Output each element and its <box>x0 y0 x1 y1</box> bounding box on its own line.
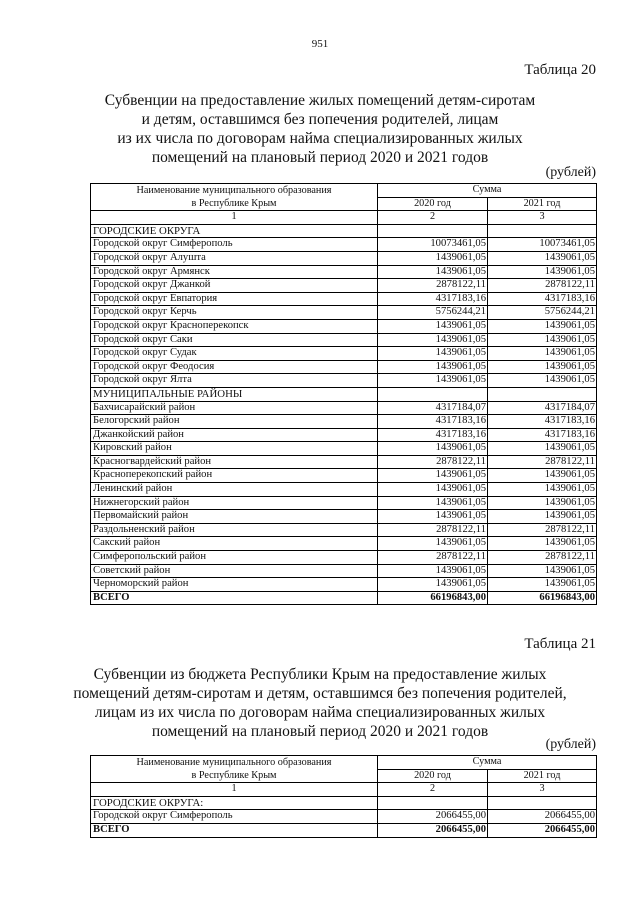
total-row <box>91 823 597 837</box>
amount-2021: 1439061,05 <box>488 469 597 483</box>
amount-2021: 1439061,05 <box>488 564 597 578</box>
table-row <box>91 469 597 483</box>
empty-cell <box>378 796 488 810</box>
amount-2020: 4317183,16 <box>378 415 488 429</box>
title-line: помещений на плановый период 2020 и 2021 годов <box>151 149 489 166</box>
municipality-name: Джанкойский район <box>91 428 378 442</box>
amount-2020: 1439061,05 <box>378 251 488 265</box>
group-label: ГОРОДСКИЕ ОКРУГА: <box>91 796 378 810</box>
amount-2021: 1439061,05 <box>488 319 597 333</box>
table-20-label: Таблица 20 <box>524 62 596 78</box>
total-2020: 66196843,00 <box>378 591 488 605</box>
municipality-name: Нижнегорский район <box>91 496 378 510</box>
table-row <box>91 374 597 388</box>
amount-2021: 1439061,05 <box>488 360 597 374</box>
title-line: Субвенции из бюджета Республики Крым на предоставление жилых <box>93 666 547 683</box>
total-2021: 66196843,00 <box>488 591 597 605</box>
amount-2020: 2066455,00 <box>378 810 488 824</box>
title-line: и детям, оставшимся без попечения родителей, лицам <box>141 111 499 128</box>
table-21-title <box>60 665 580 741</box>
column-number: 2 <box>378 783 488 797</box>
amount-2021: 1439061,05 <box>488 537 597 551</box>
group-row <box>91 796 597 810</box>
amount-2020: 1439061,05 <box>378 469 488 483</box>
total-row <box>91 591 597 605</box>
amount-2020: 1439061,05 <box>378 510 488 524</box>
municipality-name: Белогорский район <box>91 415 378 429</box>
title-line: помещений на плановый период 2020 и 2021 годов <box>151 723 489 740</box>
empty-cell <box>378 224 488 238</box>
table-row <box>91 523 597 537</box>
amount-2021: 2878122,11 <box>488 523 597 537</box>
amount-2021: 4317183,16 <box>488 428 597 442</box>
municipality-name: Симферопольский район <box>91 551 378 565</box>
municipality-name: Красногвардейский район <box>91 455 378 469</box>
amount-2021: 1439061,05 <box>488 333 597 347</box>
table-row <box>91 333 597 347</box>
table-20-body <box>91 224 597 605</box>
table-row <box>91 510 597 524</box>
column-number-row <box>91 211 597 225</box>
group-row <box>91 387 597 401</box>
table-row <box>91 306 597 320</box>
amount-2021: 2878122,11 <box>488 279 597 293</box>
amount-2020: 2878122,11 <box>378 279 488 293</box>
amount-2021: 4317184,07 <box>488 401 597 415</box>
header-name-line1: Наименование муниципального образования <box>136 757 332 769</box>
table-row <box>91 442 597 456</box>
amount-2020: 1439061,05 <box>378 564 488 578</box>
table-row <box>91 279 597 293</box>
table-row <box>91 483 597 497</box>
total-label: ВСЕГО <box>91 823 378 837</box>
amount-2020: 1439061,05 <box>378 333 488 347</box>
table-row <box>91 401 597 415</box>
header-year-2021: 2021 год <box>488 197 597 211</box>
amount-2020: 1439061,05 <box>378 578 488 592</box>
municipality-name: Городской округ Керчь <box>91 306 378 320</box>
empty-cell <box>488 387 597 401</box>
amount-2020: 1439061,05 <box>378 265 488 279</box>
amount-2020: 1439061,05 <box>378 483 488 497</box>
amount-2021: 4317183,16 <box>488 415 597 429</box>
empty-cell <box>488 224 597 238</box>
table-row <box>91 238 597 252</box>
table-row <box>91 347 597 361</box>
amount-2020: 4317183,16 <box>378 428 488 442</box>
amount-2020: 1439061,05 <box>378 347 488 361</box>
group-row <box>91 224 597 238</box>
table-row <box>91 251 597 265</box>
total-2021: 2066455,00 <box>488 823 597 837</box>
amount-2020: 2878122,11 <box>378 523 488 537</box>
header-sum: Сумма <box>378 184 597 198</box>
header-name-line2: в Республике Крым <box>191 770 277 782</box>
table-row <box>91 292 597 306</box>
amount-2020: 1439061,05 <box>378 442 488 456</box>
municipality-name: Городской округ Джанкой <box>91 279 378 293</box>
table-row <box>91 578 597 592</box>
amount-2021: 10073461,05 <box>488 238 597 252</box>
column-number: 1 <box>91 783 378 797</box>
amount-2020: 4317184,07 <box>378 401 488 415</box>
table-20 <box>90 183 597 605</box>
table-row <box>91 319 597 333</box>
amount-2021: 1439061,05 <box>488 483 597 497</box>
municipality-name: Сакский район <box>91 537 378 551</box>
table-row <box>91 537 597 551</box>
title-line: помещений детям-сиротам и детям, оставшимся без попечения родителей, <box>73 685 567 702</box>
amount-2021: 2878122,11 <box>488 455 597 469</box>
municipality-name: Ленинский район <box>91 483 378 497</box>
title-line: лицам из их числа по договорам найма специализированных жилых <box>94 704 546 721</box>
amount-2021: 1439061,05 <box>488 496 597 510</box>
header-year-2020: 2020 год <box>378 769 488 783</box>
title-line: из их числа по договорам найма специализированных жилых <box>117 130 523 147</box>
amount-2021: 1439061,05 <box>488 251 597 265</box>
column-number-row <box>91 783 597 797</box>
page-number: 951 <box>311 38 329 50</box>
header-name-cell <box>91 756 378 783</box>
municipality-name: Городской округ Армянск <box>91 265 378 279</box>
table-21-unit: (рублей) <box>545 737 596 752</box>
municipality-name: Городской округ Судак <box>91 347 378 361</box>
total-2020: 2066455,00 <box>378 823 488 837</box>
total-label: ВСЕГО <box>91 591 378 605</box>
table-row <box>91 564 597 578</box>
table-row <box>91 810 597 824</box>
amount-2020: 2878122,11 <box>378 551 488 565</box>
empty-cell <box>488 796 597 810</box>
amount-2020: 1439061,05 <box>378 374 488 388</box>
table-21-body <box>91 796 597 837</box>
municipality-name: Городской округ Симферополь <box>91 810 378 824</box>
amount-2021: 1439061,05 <box>488 442 597 456</box>
municipality-name: Городской округ Саки <box>91 333 378 347</box>
header-name-cell <box>91 184 378 211</box>
amount-2020: 4317183,16 <box>378 292 488 306</box>
amount-2020: 1439061,05 <box>378 537 488 551</box>
table-20-unit: (рублей) <box>545 165 596 180</box>
header-year-2020: 2020 год <box>378 197 488 211</box>
column-number: 3 <box>488 211 597 225</box>
amount-2020: 2878122,11 <box>378 455 488 469</box>
header-year-2021: 2021 год <box>488 769 597 783</box>
municipality-name: Городской округ Ялта <box>91 374 378 388</box>
header-row <box>91 756 597 770</box>
municipality-name: Советский район <box>91 564 378 578</box>
amount-2020: 1439061,05 <box>378 360 488 374</box>
municipality-name: Городской округ Алушта <box>91 251 378 265</box>
amount-2021: 1439061,05 <box>488 510 597 524</box>
amount-2021: 2878122,11 <box>488 551 597 565</box>
municipality-name: Бахчисарайский район <box>91 401 378 415</box>
header-name-line2: в Республике Крым <box>191 198 277 210</box>
municipality-name: Черноморский район <box>91 578 378 592</box>
amount-2020: 1439061,05 <box>378 319 488 333</box>
table-row <box>91 428 597 442</box>
municipality-name: Городской округ Красноперекопск <box>91 319 378 333</box>
municipality-name: Красноперекопский район <box>91 469 378 483</box>
table-row <box>91 551 597 565</box>
municipality-name: Городской округ Симферополь <box>91 238 378 252</box>
table-21 <box>90 755 597 838</box>
table-row <box>91 360 597 374</box>
group-label: ГОРОДСКИЕ ОКРУГА <box>91 224 378 238</box>
table-row <box>91 265 597 279</box>
amount-2021: 1439061,05 <box>488 347 597 361</box>
amount-2021: 5756244,21 <box>488 306 597 320</box>
table-row <box>91 415 597 429</box>
table-row <box>91 496 597 510</box>
amount-2020: 5756244,21 <box>378 306 488 320</box>
amount-2020: 1439061,05 <box>378 496 488 510</box>
amount-2021: 1439061,05 <box>488 578 597 592</box>
column-number: 2 <box>378 211 488 225</box>
municipality-name: Первомайский район <box>91 510 378 524</box>
municipality-name: Городской округ Феодосия <box>91 360 378 374</box>
amount-2020: 10073461,05 <box>378 238 488 252</box>
amount-2021: 1439061,05 <box>488 374 597 388</box>
table-row <box>91 455 597 469</box>
municipality-name: Кировский район <box>91 442 378 456</box>
empty-cell <box>378 387 488 401</box>
header-sum: Сумма <box>378 756 597 770</box>
title-line: Субвенции на предоставление жилых помещений детям-сиротам <box>104 92 536 109</box>
municipality-name: Городской округ Евпатория <box>91 292 378 306</box>
amount-2021: 4317183,16 <box>488 292 597 306</box>
municipality-name: Раздольненский район <box>91 523 378 537</box>
column-number: 1 <box>91 211 378 225</box>
header-row <box>91 184 597 198</box>
amount-2021: 2066455,00 <box>488 810 597 824</box>
amount-2021: 1439061,05 <box>488 265 597 279</box>
header-name-line1: Наименование муниципального образования <box>136 185 332 197</box>
column-number: 3 <box>488 783 597 797</box>
group-label: МУНИЦИПАЛЬНЫЕ РАЙОНЫ <box>91 387 378 401</box>
table-21-label: Таблица 21 <box>524 636 596 652</box>
table-20-title <box>60 91 580 167</box>
